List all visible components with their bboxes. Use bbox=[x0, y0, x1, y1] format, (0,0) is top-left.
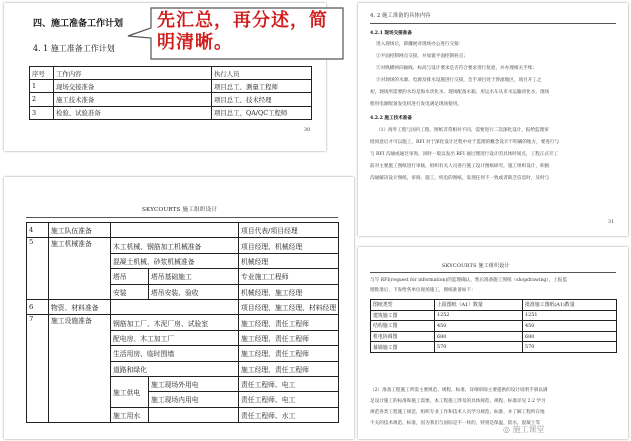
section-title: 四、施工准备工作计划 bbox=[33, 19, 124, 29]
staff-cell: 项目经理、施工经理、材料经理 bbox=[239, 299, 339, 314]
table-row bbox=[30, 106, 312, 119]
document-page-drawing-preparation bbox=[358, 247, 628, 439]
table-cell: 1252 bbox=[435, 310, 523, 321]
subtask-group-cell: 施工供电 bbox=[111, 376, 149, 407]
staff-cell: 责任工程师、水工 bbox=[239, 407, 339, 422]
page-header: SKYCOURTS 施工组织设计 bbox=[142, 207, 218, 213]
table-cell: 现场交接准备 bbox=[54, 80, 212, 93]
table-cell: 570 bbox=[523, 342, 617, 353]
staff-cell: 项目经理、机械经理 bbox=[239, 238, 339, 253]
subtask-cell: 木工机械、钢筋加工机械准备 bbox=[111, 238, 239, 253]
row-number: 6 bbox=[27, 299, 49, 314]
table-header-cell: 批准施工图纸(A1)数量 bbox=[523, 300, 617, 311]
staff-cell: 施工经理、责任工程师 bbox=[239, 346, 339, 361]
header-rule bbox=[370, 272, 616, 273]
staff-cell: 施工经理、责任工程师 bbox=[239, 330, 339, 345]
table-row bbox=[30, 80, 312, 93]
subtask-cell: 施工现场内用电 bbox=[149, 392, 239, 407]
staff-cell: 项目代表/项目经理 bbox=[239, 223, 339, 238]
heading-site-handover: 4.2.1 现场交接准备 bbox=[370, 31, 412, 36]
subtask-cell: 配电房、木工加工厂 bbox=[111, 330, 239, 345]
page-header: 4. 2 施工准备的具体内容 bbox=[370, 13, 431, 19]
table-header-cell: 工作内容 bbox=[54, 67, 212, 80]
table-header-row bbox=[371, 300, 617, 311]
table-cell: 680 bbox=[435, 331, 523, 342]
paragraph-line: 足设计施工的标准和施工需要，本工程施工涉及的具体规范、规程、标准详见 2.2 学习 bbox=[370, 399, 546, 404]
staff-cell: 机械经理 bbox=[239, 253, 339, 268]
subtask-cell: 塔吊基础施工 bbox=[149, 269, 239, 284]
paragraph-line: （2）准备工程施工所需主要规范、规程、标准、详细审阅主要提供的设计说明手册以满 bbox=[370, 388, 548, 393]
table-row bbox=[27, 238, 339, 253]
table-cell: 450 bbox=[435, 321, 523, 332]
table-cell: 项目总工、技术经理 bbox=[212, 93, 312, 106]
paragraph-line: 理批准后，下发给各单位现场施工，图纸准备如下： bbox=[370, 288, 476, 293]
table-cell: 检验、试验准备 bbox=[54, 106, 212, 119]
header-rule bbox=[370, 23, 616, 24]
watermark-label: ◎ 施工课堂 bbox=[503, 425, 545, 434]
task-cell: 施工设施准备 bbox=[49, 315, 111, 423]
table-cell: 幕墙施工图 bbox=[371, 342, 435, 353]
page-header: SKYCOURTS 施工组织设计 bbox=[442, 263, 510, 269]
table-row bbox=[27, 299, 339, 314]
subtask-cell: 道路和绿化 bbox=[111, 361, 239, 376]
heading-technical-preparation: 4.2.2 施工技术准备 bbox=[370, 116, 412, 121]
subtask-cell: 塔吊安装、验收 bbox=[149, 284, 239, 299]
paragraph-line: 前对主要施工图纸进行审核，组织有关人员进行施工设计图纸研究，施工组织设计，积极 bbox=[370, 164, 550, 169]
table-cell: 1 bbox=[30, 80, 54, 93]
paragraph-line: ②对纵横两向轴线、标高与设计要求是否符合要求进行复验，并办理相关手续； bbox=[376, 66, 537, 71]
document-page-construction-plan bbox=[4, 177, 354, 439]
subtask-cell: 生活用房、临时围墙 bbox=[111, 346, 239, 361]
staff-cell: 机械经理、施工经理 bbox=[239, 284, 339, 299]
paragraph-line: ①平面控制网点交接，并加置平面控制桩点； bbox=[376, 54, 468, 59]
task-cell: 物资、材料准备 bbox=[49, 299, 111, 314]
subtask-cell bbox=[111, 223, 239, 238]
table-cell: 450 bbox=[523, 321, 617, 332]
table-row bbox=[371, 321, 617, 332]
table-header-cell: 执行人员 bbox=[212, 67, 312, 80]
subtask-cell bbox=[149, 407, 239, 422]
paragraph-line: 与 RFI 沟通或通过审询，同时一般以发出 RFI 通过理进行设计的具体时间点，工程正式开工 bbox=[370, 152, 559, 157]
paragraph-line: （1）海外工程与国内工程、图纸非常相对不同，需要进行二次深化设计，报给监理审 bbox=[376, 128, 549, 133]
table-cell: 项目总工、测量工程师 bbox=[212, 80, 312, 93]
subtask-cell: 钢筋加工厂、木泥厂房、试验室 bbox=[111, 315, 239, 330]
subtask-cell: 施工现场外用电 bbox=[149, 376, 239, 391]
paragraph-line: 批同意后才可以施工，RFI 对于深化设计过程中对于监理的概念设计不明确的地方，要进行与 bbox=[370, 140, 560, 145]
table-row bbox=[27, 315, 339, 330]
paragraph-line: 规范各类工程施工规范，组织专业工作和技术人员学习规范、标准、并了解工程所在地 bbox=[370, 410, 545, 415]
row-number: 5 bbox=[27, 238, 49, 300]
table-cell: 1251 bbox=[523, 310, 617, 321]
construction-preparation-table bbox=[26, 222, 339, 423]
table-cell: 3 bbox=[30, 106, 54, 119]
row-number: 7 bbox=[27, 315, 49, 423]
subtask-group-cell: 施工用水 bbox=[111, 407, 149, 422]
table-cell: 机电协调图 bbox=[371, 331, 435, 342]
table-cell: 2 bbox=[30, 93, 54, 106]
table-cell: 建筑施工图 bbox=[371, 310, 435, 321]
subtask-group-cell: 塔吊 bbox=[111, 269, 149, 284]
subtask-group-cell: 安装 bbox=[111, 284, 149, 299]
paragraph-line: 沟通解决设计图纸，审阅，施工，机电的图纸，发现任何不一致或者缺乏信息时，及时与 bbox=[370, 176, 550, 181]
table-row bbox=[30, 93, 312, 106]
table-header-row bbox=[30, 67, 312, 80]
paragraph-line: 使用电源配备发电机进行发电满足现场使用。 bbox=[370, 102, 462, 107]
table-cell: 结构施工图 bbox=[371, 321, 435, 332]
page-number: 30 bbox=[304, 127, 311, 133]
paragraph-line: 初，现场所需要的水均是海水淡化水、现场配备水箱，用运水车从市水运输淡化水，现场 bbox=[370, 90, 550, 95]
table-header-cell: 上报图纸（A1）数量 bbox=[435, 300, 523, 311]
paragraph-line: 进入现场后，即骤展对现场办公进行交接： bbox=[376, 42, 464, 47]
paragraph-line: 不关的技术规范、标准，因为我们与国际是不一样的，特别是保温，防水，混凝土等 bbox=[370, 421, 540, 426]
task-cell: 施工机械准备 bbox=[49, 238, 111, 300]
table-row bbox=[371, 310, 617, 321]
page-number: 31 bbox=[608, 219, 615, 225]
document-page-31 bbox=[358, 3, 628, 236]
drawing-count-table bbox=[370, 299, 617, 353]
table-cell: 680 bbox=[523, 331, 617, 342]
table-row bbox=[371, 331, 617, 342]
staff-cell: 责任工程师、电工 bbox=[239, 376, 339, 391]
table-row bbox=[371, 342, 617, 353]
row-number: 4 bbox=[27, 223, 49, 238]
subsection-title: 4. 1 施工准备工作计划 bbox=[33, 44, 115, 53]
table-cell: 项目总工、QA/QC工程师 bbox=[212, 106, 312, 119]
callout-text: 先汇总，再分述，简明清晰。 bbox=[157, 10, 328, 53]
task-cell: 施工队伍准备 bbox=[49, 223, 111, 238]
paragraph-line: 与写 RFI(request for information)的监理确认，然后准备施工图纸（shopdrawing），上报监 bbox=[370, 278, 568, 283]
staff-cell: 施工经理、责任工程师 bbox=[239, 315, 339, 330]
subtask-cell: 混凝土机械、砂浆机械准备 bbox=[111, 253, 239, 268]
staff-cell: 责任工程师、电工 bbox=[239, 392, 339, 407]
paragraph-line: ③对现场的水源、电源及排水设施进行交接，会手项目处于涉流地区，项目开工之 bbox=[376, 78, 542, 83]
table-header-cell: 序号 bbox=[30, 67, 54, 80]
table-row bbox=[27, 223, 339, 238]
subtask-cell bbox=[111, 299, 239, 314]
table-cell: 施工技术准备 bbox=[54, 93, 212, 106]
table-cell: 570 bbox=[435, 342, 523, 353]
table-header-cell: 图纸类型 bbox=[371, 300, 435, 311]
staff-cell: 施工经理、责任工程师 bbox=[239, 361, 339, 376]
header-rule bbox=[26, 217, 338, 218]
staff-cell: 专业施工工程师 bbox=[239, 269, 339, 284]
preparation-plan-table bbox=[29, 66, 312, 120]
